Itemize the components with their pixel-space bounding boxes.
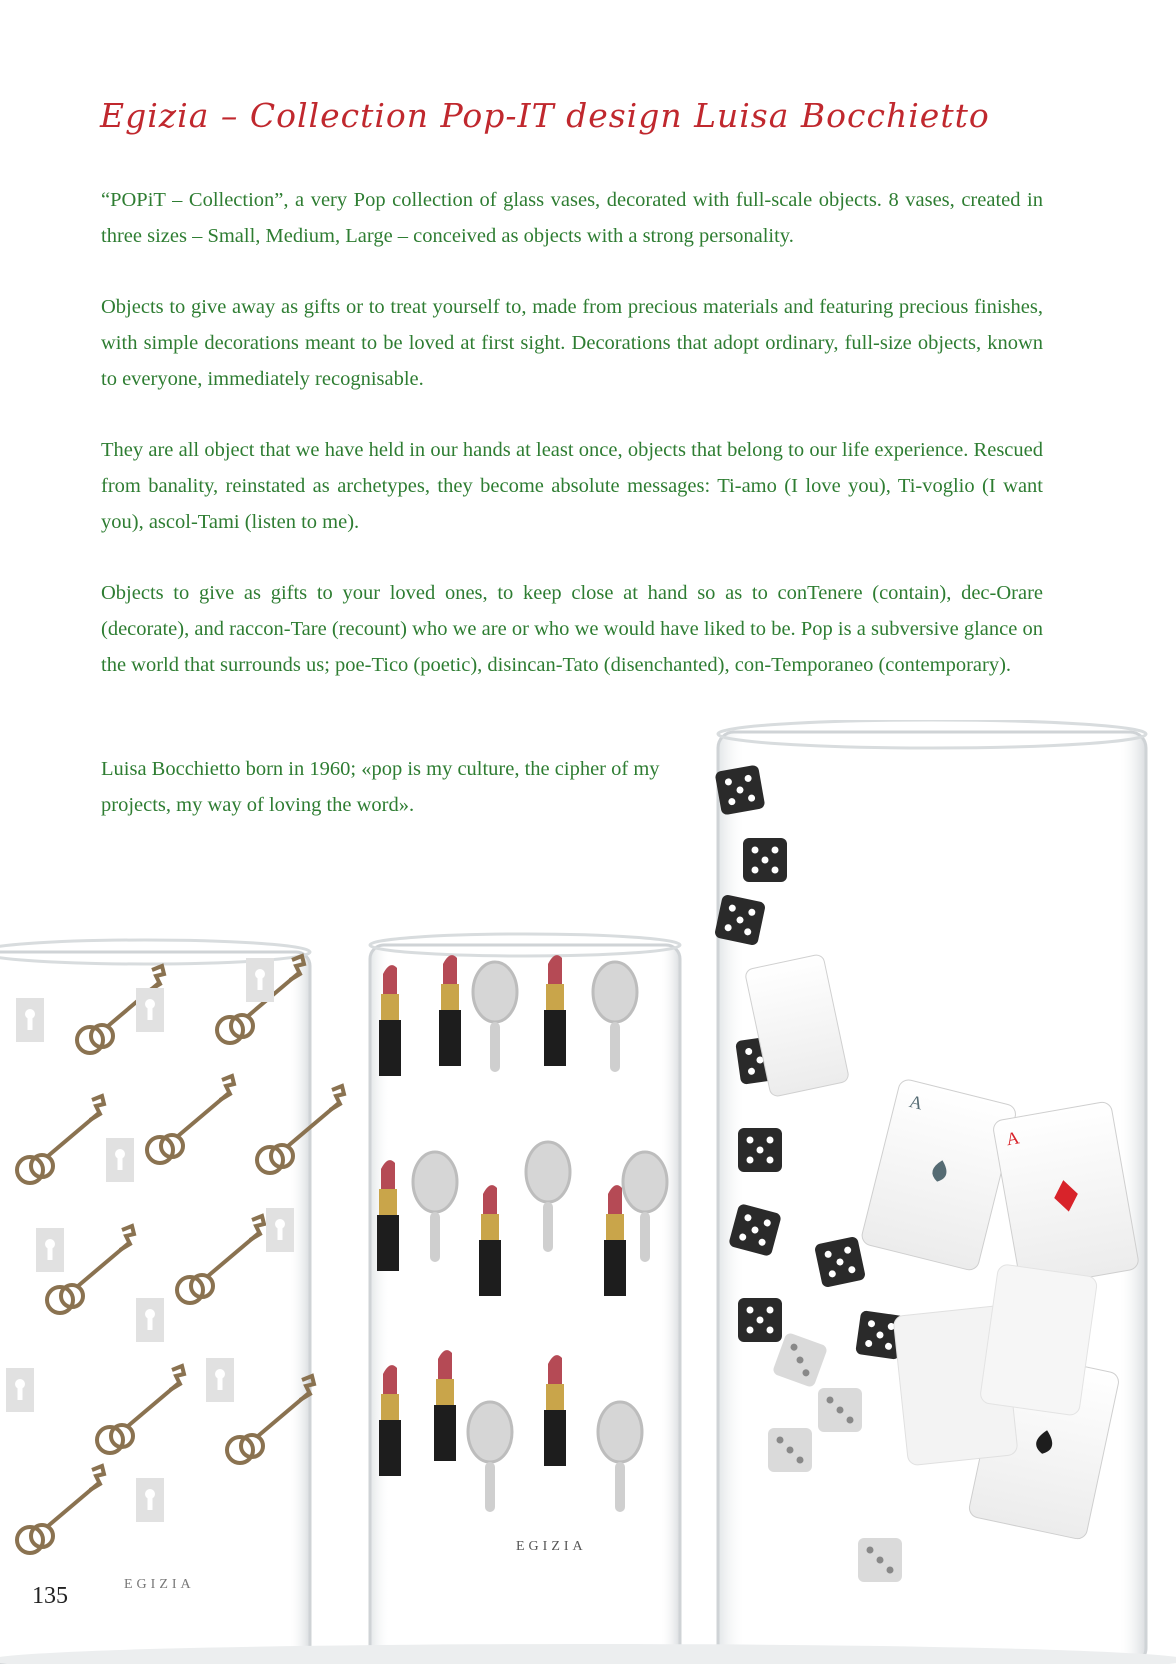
page-title: Egizia – Collection Pop-IT design Luisa Bocchietto [100,96,990,135]
body-text [101,182,1043,718]
designer-bio: Luisa Bocchietto born in 1960; «pop is my culture, the cipher of my projects, my way of loving the word». [101,758,660,816]
paragraph-intro: “POPiT – Collection”, a very Pop collection of glass vases, decorated with full-scale objects. 8 vases, created in three sizes – Small, Medium, Large – conceived as objects with a strong personality. [101,189,1043,247]
lipstick-vase [370,934,680,1664]
dice-cards-vase [714,720,1146,1664]
svg-text:A: A [1004,1127,1021,1150]
paragraph-loved-ones: Objects to give as gifts to your loved ones, to keep close at hand so as to conTenere (contain), dec-Orare (decorate), and raccon-Tare (recount) who we are or who we would have liked to be. Pop is a subversive glance on the world that surrounds us; poe-Tico (poetic), disincan-Tato (disenchanted), con-Temporaneo (contemporary). [101,582,1043,676]
paragraph-archetypes: They are all object that we have held in our hands at least once, objects that belong to our life experience. Rescued from banality, reinstated as archetypes, they become absolute messages: Ti-amo (I love you), Ti-voglio (I want you), ascol-Tami (listen to me). [101,439,1043,533]
lipstick-vase-brand: EGIZIA [516,1539,587,1554]
svg-text:A: A [907,1090,925,1114]
keys-vase [0,940,344,1664]
keys-vase-brand: EGIZIA [124,1577,195,1592]
paragraph-gifts: Objects to give away as gifts or to treat yourself to, made from precious materials and featuring precious finishes, with simple decorations meant to be loved at first sight. Decorations that adopt ordinary, full-size objects, known to everyone, immediately recognisable. [101,296,1043,390]
page-number: 135 [32,1583,68,1609]
vases-photo [0,720,1176,1664]
